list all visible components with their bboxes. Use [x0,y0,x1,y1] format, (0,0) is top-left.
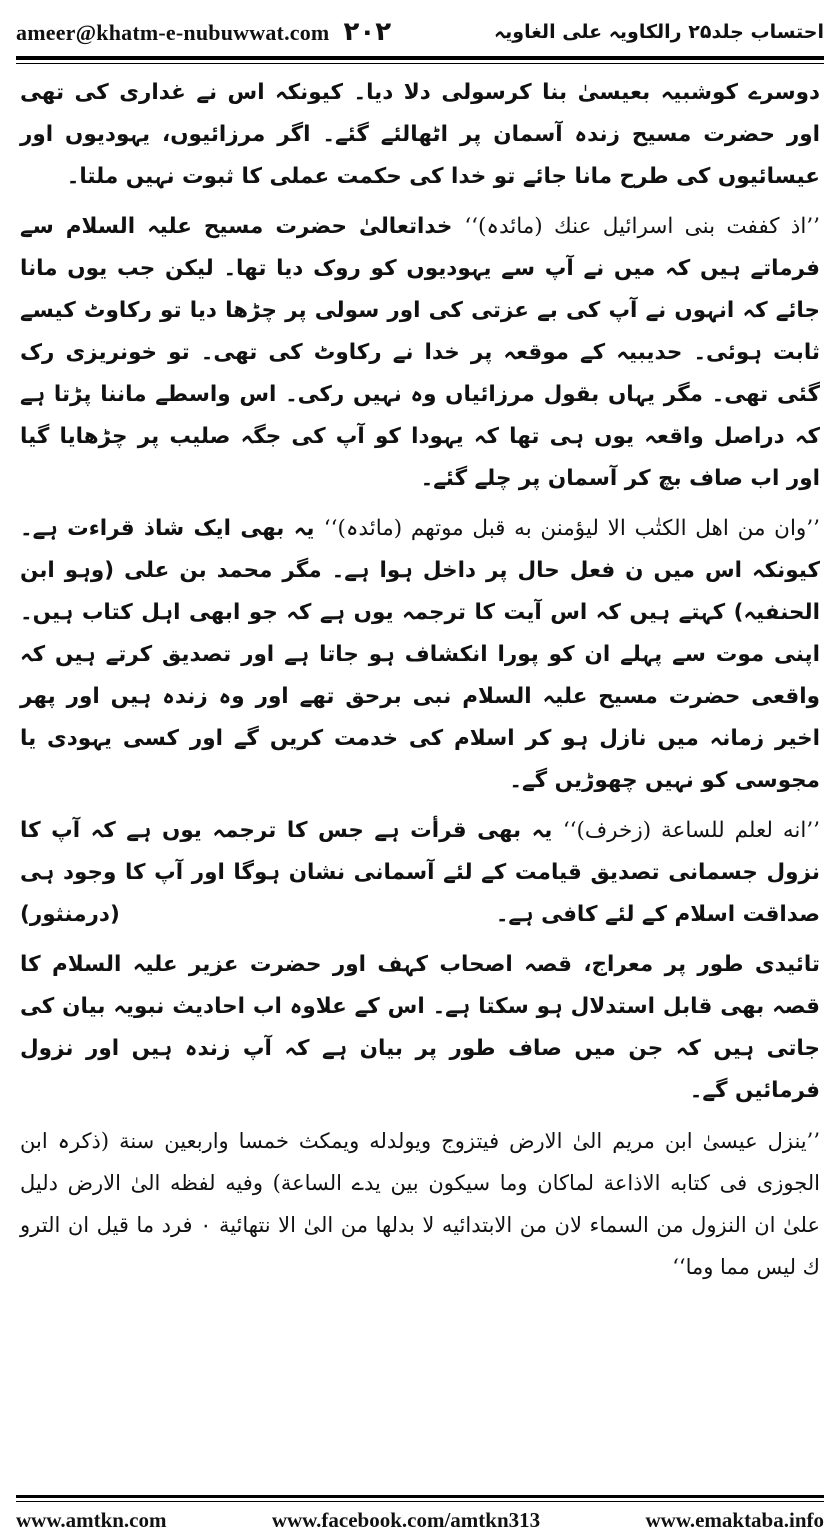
paragraph-3-arabic-quote: ’’وان من اھل الکتٰب الا لیؤمنن به قبل موتھم (مائدہ)‘‘ [323,516,820,541]
paragraph-4-text: یہ بھی قرأت ہے جس کا ترجمہ یوں ہے کہ آپ کا نزول جسمانی تصدیق قیامت کے لئے آسمانی نشان ہوگا اور آپ کا وجود ہی صداقت اسلام کے لئے کافی ہے۔ [20,818,820,927]
paragraph-4 [20,810,820,936]
paragraph-4-reference: (درمنثور) [20,902,120,927]
paragraph-5 [20,944,820,1112]
page-number: ۲۰۲ [343,17,392,47]
paragraph-3-text: یہ بھی ایک شاذ قراءت ہے۔ کیونکہ اس میں ن فعل حال پر داخل ہوا ہے۔ مگر محمد بن علی (وہو ابن الحنفیہ) کہتے ہیں کہ اس آیت کا ترجمہ یوں ہے کہ جو ابھی اہل کتاب ہیں۔ اپنی موت سے پہلے ان کو پورا انکشاف ہو جاتا ہے اور تصدیق کرتے ہیں کہ واقعی حضرت مسیح علیہ السلام نبی برحق تھے اور وہ زندہ ہیں اور پھر اخیر زمانہ میں نازل ہو کر اسلام کی خدمت کریں گے اور کسی یہودی یا مجوسی کو نہیں چھوڑیں گے۔ [20,516,820,793]
header-rule-thin [16,63,824,64]
closing-arabic-hadith [20,1120,820,1288]
page-body [20,72,820,1472]
header-left [16,17,391,47]
header-rule-thick [16,56,824,60]
page-footer [16,1505,824,1535]
paragraph-1-text: دوسرے کوشبیہ بعیسیٰ بنا کرسولی دلا دیا۔ کیونکہ اس نے غداری کی تھی اور حضرت مسیح زندہ آسمان پر اٹھالئے گئے۔ اگر مرزائیوں، یہودیوں اور عیسائیوں کی طرح مانا جائے تو خدا کی حکمت عملی کا ثبوت نہیں ملتا۔ [20,80,820,189]
paragraph-4-arabic-quote: ’’انه لعلم للساعة (زخرف)‘‘ [562,818,820,843]
footer-link-amtkn[interactable]: www.amtkn.com [16,1507,167,1532]
paragraph-5-text: تائیدی طور پر معراج، قصہ اصحاب کہف اور حضرت عزیر علیہ السلام کا قصہ بھی قابل استدلال ہو سکتا ہے۔ اس کے علاوہ اب احادیث نبویہ بیان کی جاتی ہیں کہ جن میں صاف طور پر بیان ہے کہ آپ زندہ ہیں اور نزول فرمائیں گے۔ [20,952,820,1103]
paragraph-2-text: خداتعالیٰ حضرت مسیح علیہ السلام سے فرماتے ہیں کہ میں نے آپ سے یہودیوں کو روک دیا تھا۔ لیکن جب یوں مانا جائے کہ انہوں نے آپ کی بے عزتی کی اور سولی پر چڑھا دیا تو رکاوٹ کیسے ثابت ہوئی۔ حدیبیہ کے موقعہ پر خدا نے رکاوٹ کی تھی۔ تو خونریزی رک گئی تھی۔ مگر یہاں بقول مرزائیاں وہ نہیں رکی۔ اس واسطے ماننا پڑتا ہے کہ دراصل واقعہ یوں ہی تھا کہ یہودا کو آپ کی جگہ صلیب پر چڑھایا گیا اور اب صاف بچ کر آسمان پر چلے گئے۔ [20,214,820,491]
paragraph-1 [20,72,820,198]
closing-arabic-text: ’’ینزل عیسیٰ ابن مریم الیٰ الارض فیتزوج ویولدله ویمکث خمسا واربعین سنة (ذکرہ ابن الجوزی فی کتابه الاذاعة لماکان وما سیکون بین یدے الساعة) وفیه لفظه الیٰ الارض دلیل علیٰ ان النزول من السماء لان من الابتدائیه لا بدلھا من الیٰ الا نتھائیة ۰ فرد ما قیل ان الترو ك لیس مما وما‘‘ [20,1129,820,1279]
footer-link-facebook[interactable]: www.facebook.com/amtkn313 [271,1507,541,1532]
page-header [16,12,824,52]
footer-rule-thick [16,1495,824,1498]
paragraph-2 [20,206,820,500]
footer-rule-thin [16,1501,824,1502]
paragraph-3 [20,508,820,802]
footer-link-emaktaba[interactable]: www.emaktaba.info [645,1507,824,1532]
book-title: احتساب جلد۲۵ رالکاویہ علی الغاویہ [494,21,824,43]
paragraph-2-arabic-quote: ’’اذ کففت بنی اسرائیل عنك (مائدہ)‘‘ [464,214,820,239]
header-email[interactable]: ameer@khatm-e-nubuwwat.com [16,20,330,45]
